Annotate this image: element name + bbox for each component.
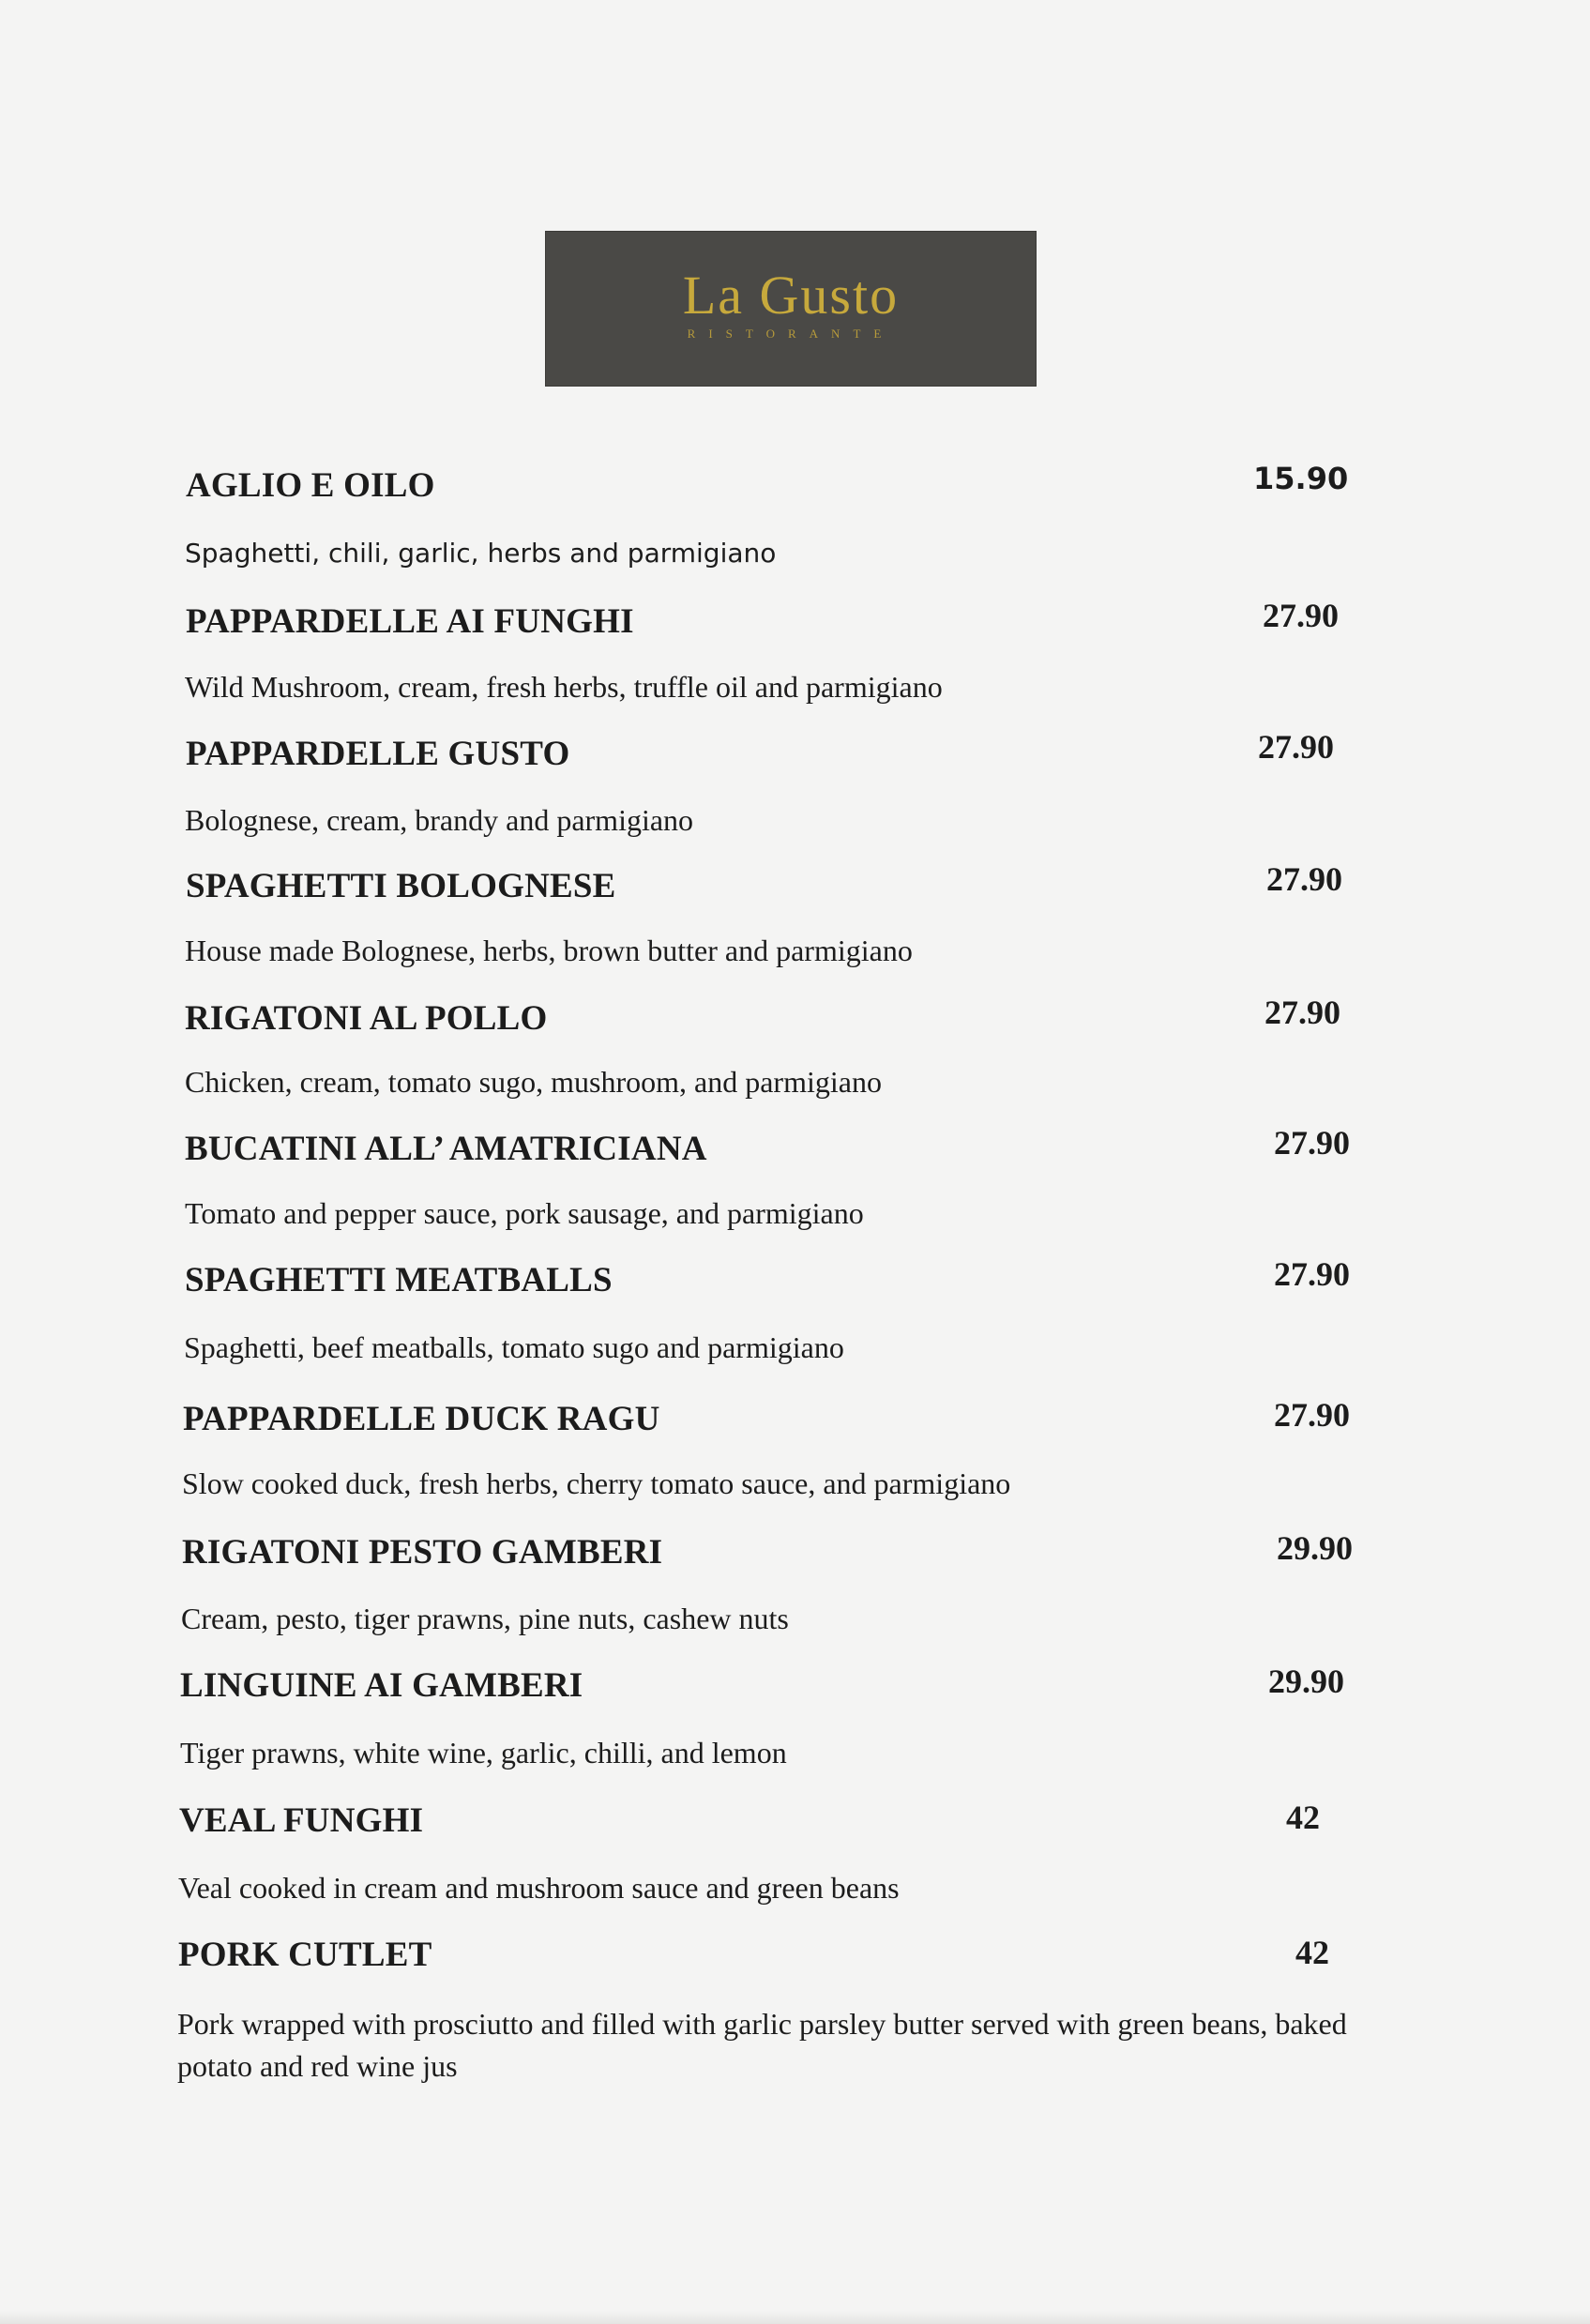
menu-item-description: Chicken, cream, tomato sugo, mushroom, and parmigiano xyxy=(185,1065,882,1099)
restaurant-logo xyxy=(545,231,1037,387)
menu-item-price: 27.90 xyxy=(1274,1255,1350,1293)
menu-item-price: 27.90 xyxy=(1266,860,1342,898)
menu-item-price: 27.90 xyxy=(1258,728,1334,766)
menu-item-price: 42 xyxy=(1295,1934,1329,1971)
menu-item-price: 27.90 xyxy=(1263,597,1339,634)
menu-item-name: RIGATONI AL POLLO xyxy=(185,999,548,1038)
menu-item-description: Spaghetti, chili, garlic, herbs and parmigiano xyxy=(185,538,777,569)
menu-item-description: House made Bolognese, herbs, brown butter and parmigiano xyxy=(185,934,913,967)
menu-item-price: 27.90 xyxy=(1274,1396,1350,1434)
menu-item-price: 29.90 xyxy=(1268,1663,1344,1700)
menu-item-name: SPAGHETTI BOLOGNESE xyxy=(186,867,616,905)
menu-item-price: 15.90 xyxy=(1253,461,1349,496)
page-edge xyxy=(0,2311,1590,2324)
menu-item-description: Pork wrapped with prosciutto and filled with garlic parsley butter served with green beans, baked potato and red wine jus xyxy=(177,2007,1347,2083)
menu-item-price: 42 xyxy=(1286,1799,1320,1836)
menu-item-name: SPAGHETTI MEATBALLS xyxy=(185,1261,613,1299)
menu-item-name: AGLIO E OILO xyxy=(186,466,435,505)
menu-item-description: Wild Mushroom, cream, fresh herbs, truffle oil and parmigiano xyxy=(185,670,943,704)
menu-item-name: BUCATINI ALL’ AMATRICIANA xyxy=(185,1130,707,1168)
menu-item-name: PORK CUTLET xyxy=(178,1936,432,1974)
menu-item-name: PAPPARDELLE AI FUNGHI xyxy=(186,602,634,641)
menu-item-name: PAPPARDELLE GUSTO xyxy=(186,735,570,773)
menu-item-price: 27.90 xyxy=(1264,994,1340,1031)
menu-item-name: LINGUINE AI GAMBERI xyxy=(180,1666,583,1705)
menu-item-description: Slow cooked duck, fresh herbs, cherry tomato sauce, and parmigiano xyxy=(182,1466,1011,1500)
menu-item-description: Bolognese, cream, brandy and parmigiano xyxy=(185,803,694,837)
menu-item-description: Tomato and pepper sauce, pork sausage, and parmigiano xyxy=(185,1196,864,1230)
menu-item-price: 29.90 xyxy=(1277,1529,1353,1567)
menu-item-description: Spaghetti, beef meatballs, tomato sugo and parmigiano xyxy=(184,1330,844,1364)
menu-item-name: VEAL FUNGHI xyxy=(179,1801,424,1840)
menu-item-price: 27.90 xyxy=(1274,1124,1350,1162)
menu-item-name: RIGATONI PESTO GAMBERI xyxy=(182,1533,663,1572)
logo-title: La Gusto xyxy=(682,265,900,326)
logo-subtitle: RISTORANTE xyxy=(687,327,895,341)
menu-item-description: Cream, pesto, tiger prawns, pine nuts, cashew nuts xyxy=(181,1602,789,1635)
menu-item-description: Tiger prawns, white wine, garlic, chilli, and lemon xyxy=(180,1736,787,1770)
menu-item-name: PAPPARDELLE DUCK RAGU xyxy=(183,1400,660,1438)
menu-item-description: Veal cooked in cream and mushroom sauce and green beans xyxy=(178,1871,900,1905)
